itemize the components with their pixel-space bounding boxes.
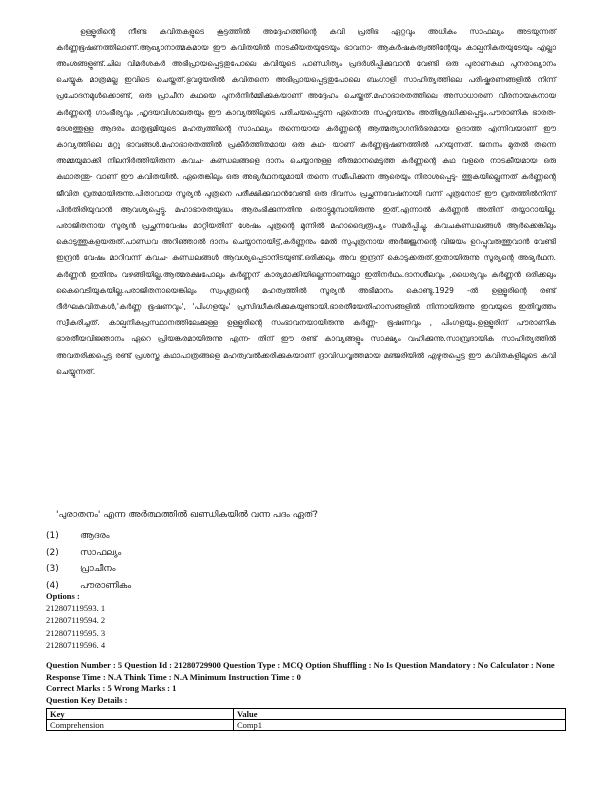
option-id-item: 212807119593. 1 xyxy=(46,603,106,614)
choice-text: ആദരം xyxy=(80,531,110,542)
header-key: Key xyxy=(47,709,234,720)
cell-key: Comprehension xyxy=(47,720,234,731)
choice-text: പൗരാണികം xyxy=(80,580,132,591)
choice-number: (3) xyxy=(46,564,59,575)
response-time-line: Response Time : N.A Think Time : N.A Minimum Instruction Time : 0 xyxy=(46,671,301,682)
answer-choice-3 xyxy=(46,561,131,578)
answer-choices xyxy=(46,528,131,594)
choice-number: (1) xyxy=(46,531,59,542)
options-header: Options : xyxy=(46,591,80,601)
key-details-table xyxy=(46,708,566,731)
choice-text: പ്രാചീനം xyxy=(80,564,116,575)
option-id-list xyxy=(46,590,105,651)
question-text: 'പുരാതനം' എന്ന അർത്ഥത്തിൽ ഖണ്ഡികയിൽ വന്ന പദം ഏത്? xyxy=(56,510,318,520)
option-id-item: 212807119596. 4 xyxy=(46,639,106,650)
cell-value: Comp1 xyxy=(234,720,566,731)
option-id-item: 212807119594. 2 xyxy=(46,615,106,626)
choice-number: (4) xyxy=(46,580,59,591)
choice-text: സാഫല്യം xyxy=(80,547,122,558)
option-id-item: 212807119595. 3 xyxy=(46,627,106,638)
answer-choice-2 xyxy=(46,545,131,562)
question-info-line: Question Number : 5 Question Id : 21280729900 Question Type : MCQ Option Shuffling : No Is Question Mandatory : No Calculator : None xyxy=(46,660,555,670)
answer-choice-1 xyxy=(46,528,131,545)
header-value: Value xyxy=(234,709,566,720)
comprehension-passage: ഉള്ളൂരിന്റെ നീണ്ട കവിതകളുടെ കൂട്ടത്തിൽ അദ്ദേഹത്തിന്റെ കവി പ്രതിഭ ഏറ്റവും അധികം സാഫല്യം അടയുന്നത് കർണ്ണഭൂഷണത്തിലാണ്.ആഖ്യാനാത്മകമായ ഈ കവിതയിൽ നാടകീയതയുടേയും ഭാവനാ- ആകർഷകത്വത്തിന്റേയും കാല്പനികതയുടേയും എല്ലാ അംശങ്ങളുണ്ട്.ചില വിമർശകർ അഭിപ്രായപ്പെട്ടതുപോലെ കവിയുടെ പാണ്ഡിത്യം പ്രദർശിപ്പിക്കുവാൻ വേണ്ടി ഒരു പുരാണകഥ പുനരാഖ്യാനം ചെയ്യുക മാത്രമല്ല ഇവിടെ ചെയ്തത്.ഭുവദൂയരിൽ കവിതന്നെ അഭിപ്രായപ്പെട്ടതുപോലെ ബംഗാളി സാഹിത്യത്തിലെ പരിഷ്കരണങ്ങളിൽ നിന്ന് പ്രചോദനമുൾക്കൊണ്ട്, ഒരു പ്രാചീന കഥയെ പുനർനിർമ്മിക്കുകയാണ് അദ്ദേഹം ചെയ്തത്.മഹാഭാരതത്തിലെ അസാധാരണ വീരനായകനായ കർണ്ണന്റെ ഗാംഭീര്യവും ,ഹൃദയവിശാലതയും ഈ കാവ്യത്തിലൂടെ പരിചയപ്പെടുന്ന ഏതൊരു സഹൃദയനും അതിശ്രദ്ധിക്കപ്പെടും.പൗരാണിക ഭാരത- ദേശത്തുള്ള ആദരം മാതൃഭൂമിയുടെ മഹത്വത്തിന്റെ സാഫല്യം തന്നെയായ കർണ്ണന്റെ ആത്മത്യാഗനിർഭരമായ ഉദാത്ത എന്നിവയാണ് ഈ കാവ്യത്തിലെ മറ്റു ഭാവങ്ങൾ.മഹാഭാരതത്തിൽ പ്രകീർത്തിതമായ ഒരു കഥ- യാണ് കർണ്ണഭൂഷണത്തിൽ പറയുന്നത്. ജനനം മുതൽ തന്നെ അമ്മയുമാക്കി നിലനിർത്തിയിരുന്ന കവച- കുണ്ഡലങ്ങളെ ദാനം ചെയ്യാനുള്ള തീരുമാനമെടുത്ത കർണ്ണന്റെ കഥ വളരെ നാടകീയമായ ഒരു കഥാതന്തു- വാണ് ഈ കവിതയിൽ. ഏതെങ്കിലും ഒരു അഭ്യർഥനയുമായി തന്നെ സമീപിക്കുന്ന ആരെയും നിരാശപ്പെടു- ത്തുകയില്ലെന്നത് കർണ്ണന്റെ ജീവിത വ്രതമായിരുന്നു.പിതാവായ സൂര്യൻ പുത്രനെ പരീക്ഷിക്കുവാൻവേണ്ടി ഒരു ദിവസം പ്രച്ഛന്നവേഷനായി വന്ന് പുത്രനോട് ഈ വ്രതത്തിൽനിന്ന് പിൻതിരിയുവാൻ ആവശ്യപ്പെട്ടു. മഹാഭാരതയുദ്ധം ആരംഭിക്കുന്നതിനു തൊട്ടുമുമ്പായിരുന്നു ഇത്.എന്നാൽ കർണ്ണൻ അതിന് തയ്യാറായില്ല. പരാജിതനായ സൂര്യൻ പ്രച്ഛന്നവേഷം മാറ്റിയതിന് ശേഷം പുത്രന്റെ മുന്നിൽ മഹാദ്വൈരൂപ്യം സമർപ്പിച്ചു. കവചകുണ്ഡലങ്ങൾ ആർക്കെങ്കിലും കൊടുത്തുകളയരുത്.പാണ്ഡവ അറിഞ്ഞാൽ ദാനം ചെയ്യാനായിട്ട്,കർണ്ണനും മേൽ സുപുത്രനായ അർജ്ജുനന്റെ വിജയം ഉറപ്പുവരുത്തുവാൻ വേണ്ടി ഇന്ദ്രൻ വേഷം മാറിവന്ന് കവച- കുണ്ഡലങ്ങൾ ആവശ്യപ്പെടാനിടയുണ്ട്.ഒരിക്കലും അവ ഇന്ദ്രന് കൊടുക്കരുത്.ഇതായിരുന്നു സൂര്യന്റെ അഭ്യർഥന. കർണ്ണൻ ഇതിനും വഴങ്ങിയില്ല.ആത്മരക്ഷപോലും കർണ്ണന് കാര്യമാക്കിയില്ലെന്നാണല്ലോ ഇതിനർഥം.ദാനശീലവും ,ധൈര്യവും കർണ്ണൻ ഒരിക്കലും കൈവെടിയുകയില്ല.പരാജിതനായെങ്കിലും സ്വപുത്രന്റെ മഹത്വത്തിൽ സൂര്യൻ അഭിമാനം കൊണ്ടു.1929 -ൽ ഉള്ളൂരിന്റെ രണ്ട് ദീർഘകവിതകൾ,'കർണ്ണ ഭൂഷണവും', 'പിംഗളയും' പ്രസിദ്ധീകരിക്കുകയുണ്ടായി.ഭാരതീയേതിഹാസങ്ങളിൽ നിന്നായിരുന്നു ഇവയുടെ ഇതിവൃത്തം സ്വീകരിച്ചത്. കാല്പനികപ്രസ്ഥാനത്തിലേക്കുള്ള ഉള്ളൂരിന്റെ സംഭാവനയായിരുന്നു കർണ്ണ- ഭൂഷണവും , പിംഗളയും.ഉള്ളൂരിന് പൗരാണിക ഭാരതീയവിജ്ഞാനം ഏറെ പ്രിയങ്കരമായിരുന്നു എന്ന- തിന് ഈ രണ്ട് കാവ്യങ്ങളും സാക്ഷ്യം വഹിക്കുന്നു.സാമ്പ്രദായിക സാഹിത്യത്തിൽ അവതരിക്കപ്പെട്ട രണ്ട് പ്രശസ്ത കഥാപാത്രങ്ങളെ മഹത്വവൽക്കരിക്കുകയാണ് ദ്രാവിഡവൃത്തമായ മഞ്ജരിയിൽ എഴുതപ്പെട്ട ഈ കവിതകളിലൂടെ കവി ചെയ്യുന്നത്. xyxy=(56,26,556,376)
table-header-row xyxy=(47,709,566,720)
question-metadata xyxy=(46,660,566,706)
table-row xyxy=(47,720,566,731)
marks-line: Correct Marks : 5 Wrong Marks : 1 xyxy=(46,683,177,693)
choice-number: (2) xyxy=(46,547,59,558)
key-details-heading: Question Key Details : xyxy=(46,694,128,705)
